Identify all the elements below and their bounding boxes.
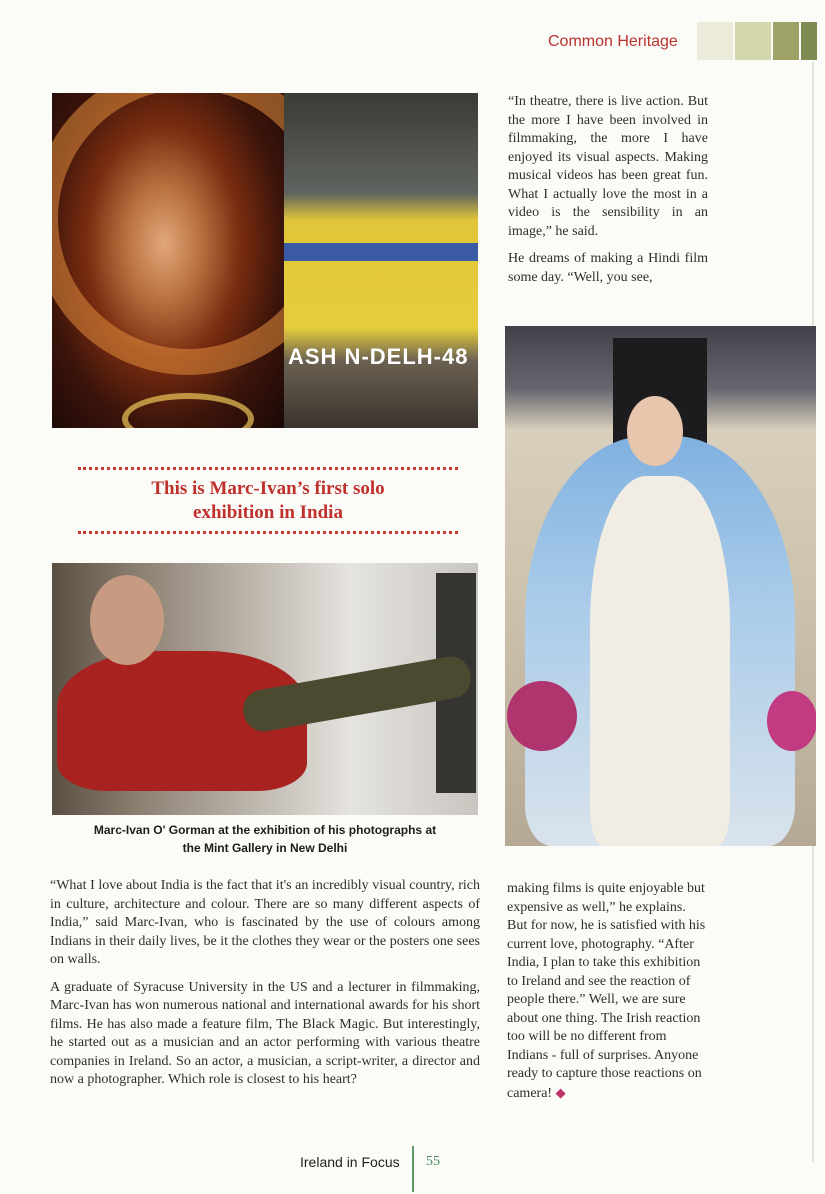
end-mark-icon: ◆	[555, 1084, 566, 1100]
left-column	[50, 877, 480, 1099]
marc-ivan-photo	[52, 563, 478, 815]
color-swatch	[697, 22, 733, 60]
necklace-shape	[122, 393, 254, 428]
bus-stripe	[284, 243, 478, 261]
right-column-bottom	[507, 880, 707, 1103]
bride-photo	[52, 93, 284, 428]
bus-photo	[284, 93, 478, 428]
statue-photo	[505, 326, 816, 846]
paragraph: “What I love about India is the fact that it's an incredibly visual country, rich in culture, architecture and colour. There are so many different aspects of India,” said Marc-Ivan, who is fascinated by the use of colours among Indians in their daily lives, be it the clothes they wear or the posters one sees on walls.	[50, 878, 480, 967]
paragraph: A graduate of Syracuse University in the US and a lecturer in filmmaking, Marc-Ivan has won numerous national and international awards for his short films. He has also made a feature film, The Black Magic. But interestingly, he started out as a musician and an actor performing with various theatre companies in Ireland. So an actor, a musician, a script-writer, a director and now a photographer. Which role is closest to his heart?	[50, 979, 480, 1087]
footer-divider	[412, 1146, 414, 1192]
color-swatch	[773, 22, 799, 60]
pull-quote	[80, 477, 456, 525]
caption-line: the Mint Gallery in New Delhi	[182, 841, 348, 855]
color-swatch	[735, 22, 771, 60]
paragraph: making films is quite enjoyable but expensive as well,” he explains. But for now, he is satisfied with his current love, photography. “After India, I plan to take this exhibition to Ireland and see the reaction of people there.” Well, we are sure about one thing. The Irish reaction too will be no different from Indians - full of surprises. Anyone ready to capture those reactions on camera!	[507, 881, 706, 1101]
right-column-top	[508, 93, 708, 296]
gown-shape	[590, 476, 730, 846]
page-number: 55	[426, 1154, 440, 1169]
face-shape	[627, 396, 683, 466]
photo-caption	[52, 821, 478, 857]
pullquote-divider-bottom	[78, 531, 458, 534]
pull-quote-line: This is Marc-Ivan’s first solo	[151, 478, 385, 499]
publication-name: Ireland in Focus	[300, 1154, 400, 1170]
flowers-shape	[507, 681, 577, 751]
paragraph: He dreams of making a Hindi film some day. “Well, you see,	[508, 251, 708, 285]
veil-shape	[52, 93, 284, 375]
flowers-shape	[767, 691, 816, 751]
pull-quote-line: exhibition in India	[193, 502, 343, 523]
caption-line: Marc-Ivan O' Gorman at the exhibition of his photographs at	[93, 823, 437, 837]
color-swatch	[801, 22, 817, 60]
paragraph: “In theatre, there is live action. But the more I have been involved in filmmaking, the more I have enjoyed its visual aspects. Making musical videos has been great fun. What I actually love the most in a video is the sensibility in an image,” he said.	[508, 94, 708, 239]
section-title: Common Heritage	[548, 33, 678, 50]
pullquote-divider-top	[78, 467, 458, 470]
head-shape	[90, 575, 164, 665]
bus-sign: ASH N-DELH-48	[288, 344, 469, 369]
